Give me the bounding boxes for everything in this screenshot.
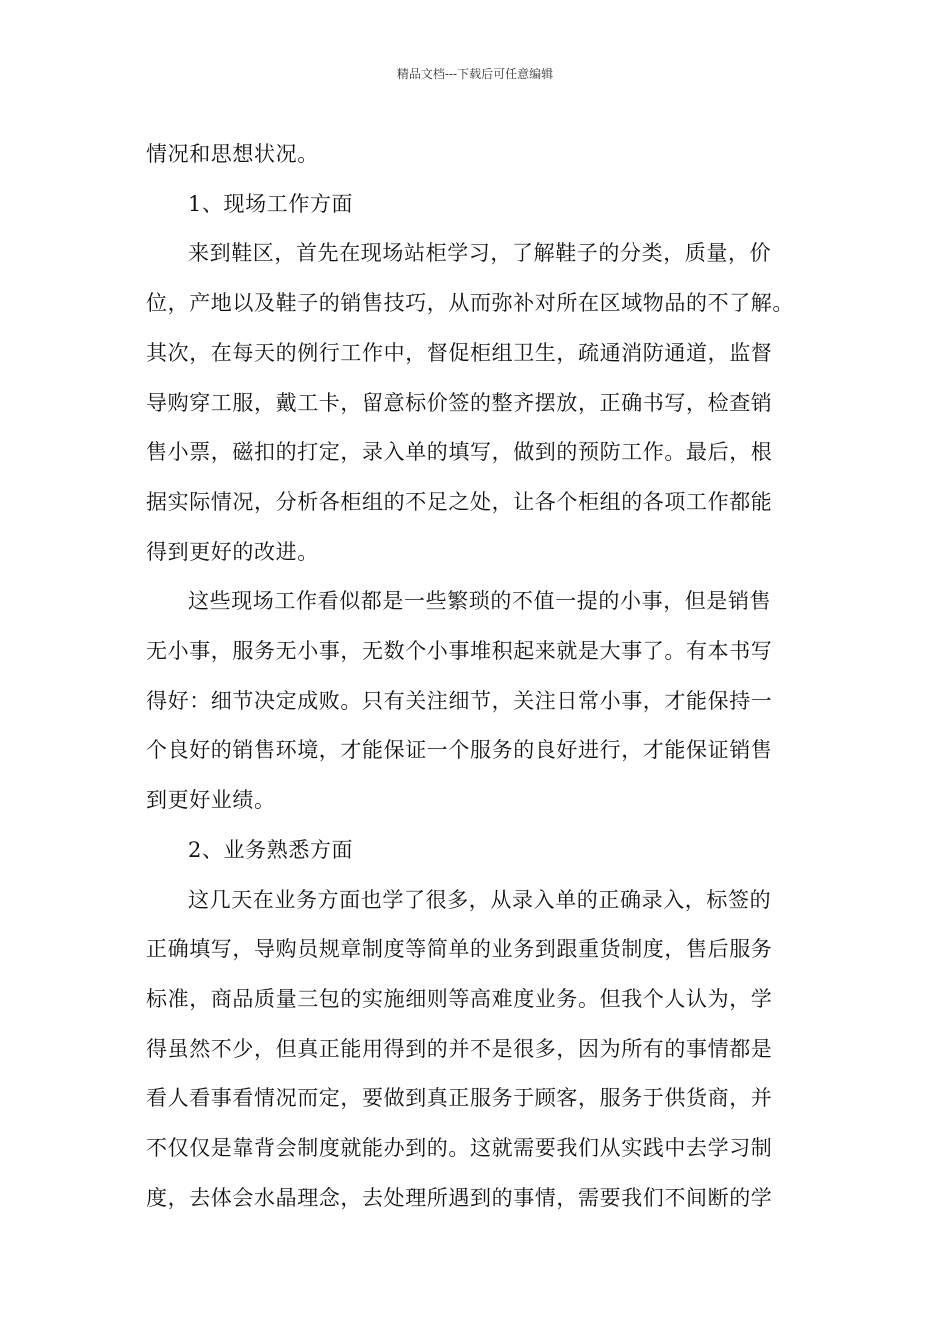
page-header: 精品文档---下载后可任意编辑 xyxy=(396,67,554,81)
text-line: 正确填写，导购员规章制度等简单的业务到跟重货制度，售后服务 xyxy=(146,937,773,962)
section-heading-2 xyxy=(146,826,806,876)
text-line: 这几天在业务方面也学了很多，从录入单的正确录入，标签的 xyxy=(188,887,772,912)
text-line: 得虽然不少，但真正能用得到的并不是很多，因为所有的事情都是 xyxy=(146,1036,773,1061)
heading-line: 2、业务熟悉方面 xyxy=(188,837,354,862)
text-line: 看人看事看情况而定，要做到真正服务于顾客，服务于供货商，并 xyxy=(146,1086,773,1111)
paragraph-3 xyxy=(146,577,806,826)
text-line: 这些现场工作看似都是一些繁琐的不值一提的小事，但是销售 xyxy=(188,589,772,614)
text-line: 标准，商品质量三包的实施细则等高难度业务。但我个人认为，学 xyxy=(146,986,773,1011)
paragraph-4 xyxy=(146,876,806,1224)
text-line: 据实际情况，分析各柜组的不足之处，让各个柜组的各项工作都能 xyxy=(146,489,773,514)
text-line: 其次，在每天的例行工作中，督促柜组卫生，疏通消防通道，监督 xyxy=(146,340,773,365)
text-line: 到更好业绩。 xyxy=(146,788,276,813)
text-line: 售小票，磁扣的打定，录入单的填写，做到的预防工作。最后，根 xyxy=(146,440,773,465)
text-line: 得到更好的改进。 xyxy=(146,539,319,564)
text-line: 位，产地以及鞋子的销售技巧，从而弥补对所在区域物品的不了解。 xyxy=(146,291,794,316)
text-line: 情况和思想状况。 xyxy=(146,142,319,166)
heading-line: 1、现场工作方面 xyxy=(188,191,354,216)
paragraph-1 xyxy=(146,130,806,180)
text-line: 度，去体会水晶理念，去处理所遇到的事情，需要我们不间断的学 xyxy=(146,1185,773,1210)
text-line: 无小事，服务无小事，无数个小事堆积起来就是大事了。有本书写 xyxy=(146,639,773,664)
text-line: 个良好的销售环境，才能保证一个服务的良好进行，才能保证销售 xyxy=(146,738,773,763)
text-line: 导购穿工服，戴工卡，留意标价签的整齐摆放，正确书写，检查销 xyxy=(146,390,773,415)
paragraph-2 xyxy=(146,229,806,577)
section-heading-1 xyxy=(146,180,806,230)
text-line: 不仅仅是靠背会制度就能办到的。这就需要我们从实践中去学习制 xyxy=(146,1136,773,1161)
text-line: 得好：细节决定成败。只有关注细节，关注日常小事，才能保持一 xyxy=(146,688,773,713)
text-line: 来到鞋区，首先在现场站柜学习，了解鞋子的分类，质量，价 xyxy=(188,241,772,266)
document-body xyxy=(146,130,806,1223)
